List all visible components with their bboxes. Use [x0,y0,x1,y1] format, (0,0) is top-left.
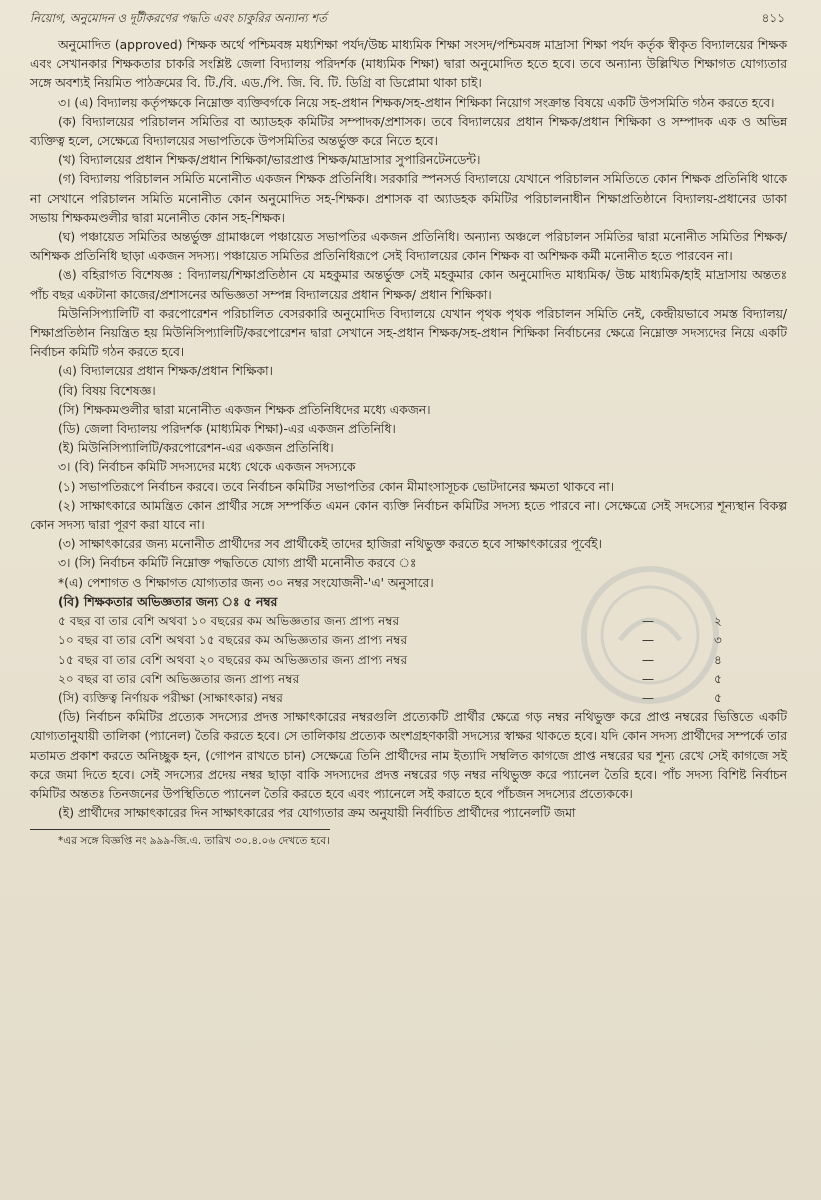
row-points: ৫ [714,671,722,686]
running-header [30,10,787,30]
row-points: ২ [714,614,722,629]
row-label: ২০ বছর বা তার বেশি অভিজ্ঞতার জন্য প্রাপ্য নম্বর [58,671,300,686]
paragraph-item-umo: (ঙ) বহিরাগত বিশেষজ্ঞ : বিদ্যালয়/শিক্ষাপ্রতিষ্ঠান যে মহকুমার অন্তর্ভুক্ত সেই মহকুমার কোন অনুমোদিত মাধ্যমিক/ উচ্চ মাধ্যমিক/হাই মাদ্রাসায় অন্ততঃ পাঁচ বছর একটানা কাজের/প্রশাসনের অভিজ্ঞতা সম্পন্ন বিদ্যালয়ের প্রধান শিক্ষক/ প্রধান শিক্ষিকা। [30,268,787,302]
clause-3c-b-heading: (বি) শিক্ষকতার অভিজ্ঞতার জন্য ঃ ৫ নম্বর [58,594,278,609]
list-item: (এ) বিদ্যালয়ের প্রধান শিক্ষক/প্রধান শিক্ষিকা। [58,364,273,379]
row-label: ১৫ বছর বা তার বেশি অথবা ২০ বছরের কম অভিজ্ঞতার জন্য প্রাপ্য নম্বর [58,652,408,667]
paragraph-item-ka: (ক) বিদ্যালয়ের পরিচালন সমিতির বা অ্যাডহক কমিটির সম্পাদক/প্রশাসক। তবে বিদ্যালয়ের প্রধান শিক্ষক/প্রধান শিক্ষিকা ও সম্পাদক এক ও অভিন্ন ব্যক্তিত্ব হলে, সেক্ষেত্রে বিদ্যালয়ের সভাপতিকে উপসমিতির অন্তর্ভুক্ত করে নিতে হবে। [30,114,787,149]
row-label: ৫ বছর বা তার বেশি অথবা ১০ বছরের কম অভিজ্ঞতার জন্য প্রাপ্য নম্বর [58,614,400,629]
row-label: (সি) ব্যক্তিত্ব নির্ণায়ক পরীক্ষা (সাক্ষাৎকার) নম্বর [58,690,283,705]
row-dash: — [641,652,655,667]
clause-3c-a: *(এ) পেশাগত ও শিক্ষাগত যোগ্যতার জন্য ৩০ নম্বর সংযোজনী-'এ' অনুসারে। [58,575,434,590]
list-item: (বি) বিষয় বিশেষজ্ঞ। [58,383,156,398]
row-points: ৫ [714,690,722,705]
table-row [58,670,748,689]
table-row [58,689,748,708]
row-dash: — [641,614,655,629]
page-number: ৪১১ [761,11,785,25]
table-row [58,612,748,631]
row-dash: — [641,633,655,648]
paragraph-item-gha: (ঘ) পঞ্চায়েত সমিতির অন্তর্ভুক্ত গ্রামাঞ্চলে পঞ্চায়েত সভাপতির একজন প্রতিনিধি। অন্যান্য অঞ্চলে পরিচালন সমিতির দ্বারা মনোনীত সমিতির শিক্ষক/অশিক্ষক প্রতিনিধি ছাড়া একজন সদস্য। পঞ্চায়েত সমিতির প্রতিনিধিরূপে সেই বিদ্যালয়ের কোন শিক্ষক বা অশিক্ষক কর্মী মনোনীত হতে পারবেন না। [30,230,787,264]
list-item: (ডি) জেলা বিদ্যালয় পরিদর্শক (মাধ্যমিক শিক্ষা)-এর একজন প্রতিনিধি। [58,422,396,437]
clause-3b-heading: ৩। (বি) নির্বাচন কমিটি সদস্যদের মধ্যে থেকে একজন সদস্যকে [58,460,356,475]
list-item: (সি) শিক্ষকমণ্ডলীর দ্বারা মনোনীত একজন শিক্ষক প্রতিনিধিদের মধ্যে একজন। [58,402,431,417]
paragraph-clause-e: (ই) প্রার্থীদের সাক্ষাৎকারের দিন সাক্ষাৎকারের পর যোগ্যতার ক্রম অনুযায়ী নির্বাচিত প্রার্থীদের প্যানেলটি জমা [58,806,576,821]
row-points: ৪ [714,652,722,667]
table-row [58,631,748,650]
paragraph-sub-2: (২) সাক্ষাৎকারে আমন্ত্রিত কোন প্রার্থীর সঙ্গে সম্পর্কিত এমন কোন ব্যক্তি নির্বাচন কমিটির সদস্য হতে পারবে না। সেক্ষেত্রে সেই সদস্যের শূন্যস্থান বিকল্প কোন সদস্য দ্বারা পূরণ করা যাবে না। [30,498,787,533]
row-points: ৩ [714,633,722,648]
row-dash: — [641,671,655,686]
paragraph-approved-teacher: অনুমোদিত (approved) শিক্ষক অর্থে পশ্চিমবঙ্গ মধ্যশিক্ষা পর্যদ/উচ্চ মাধ্যমিক শিক্ষা সংসদ/পশ্চিমবঙ্গ মাদ্রাসা শিক্ষা পর্যদ কর্তৃক স্বীকৃত বিদ্যালয়ের শিক্ষক এবং সেখানকার শিক্ষকতার চাকরি সংশ্লিষ্ট জেলা বিদ্যালয় পরিদর্শক (মাধ্যমিক শিক্ষা) দ্বারা অনুমোদিত হতে হবে। তবে অন্যান্য উল্লিখিত শিক্ষাগত যোগ্যতার সঙ্গে অবশ্যই নিয়মিত পাঠক্রমের বি. টি./বি. এড./পি. জি. বি. টি. ডিগ্রি বা ডিপ্লোমা থাকা চাই। [30,38,787,91]
document-body [30,36,787,823]
clause-3c-heading: ৩। (সি) নির্বাচন কমিটি নিম্নোক্ত পদ্ধতিতে যোগ্য প্রার্থী মনোনীত করবে ঃ [58,556,417,571]
row-label: ১০ বছর বা তার বেশি অথবা ১৫ বছরের কম অভিজ্ঞতার জন্য প্রাপ্য নম্বর [58,633,408,648]
list-item: (ই) মিউনিসিপ্যালিটি/করপোরেশন-এর একজন প্রতিনিধি। [58,441,334,456]
paragraph-municipality: মিউনিসিপ্যালিটি বা করপোরেশন পরিচালিত বেসরকারি অনুমোদিত বিদ্যালয়ে যেখান পৃথক পৃথক পরিচালন সমিতি নেই, কেন্দ্রীয়ভাবে সমস্ত বিদ্যালয়/শিক্ষাপ্রতিষ্ঠান নিয়ন্ত্রিত হয় মিউনিসিপ্যালিটি/করপোরেশন দ্বারা সেখানে সহ-প্রধান শিক্ষক/সহ-প্রধান শিক্ষিকা নির্বাচনের ক্ষেত্রে নিম্নোক্ত সদস্যদের নিয়ে একটি নির্বাচন কমিটি গঠন করতে হবে। [30,306,787,360]
paragraph-sub-3: (৩) সাক্ষাৎকারের জন্য মনোনীত প্রার্থীদের সব প্রার্থীকেই তাদের হাজিরা নথিভুক্ত করতে হবে সাক্ষাৎকারের পূর্বেই। [58,537,602,552]
paragraph-item-ga: (গ) বিদ্যালয় পরিচালন সমিতি মনোনীত একজন শিক্ষক প্রতিনিধি। সরকারি স্পনসর্ড বিদ্যালয়ে যেখানে পরিচালন সমিতিতে কোন শিক্ষক প্রতিনিধি থাকে না সেখানে পরিচালন সমিতি মনোনীত কোন অনুমোদিত সহ-শিক্ষক। প্রশাসক বা অ্যাডহক কমিটির পরিচালনাধীন শিক্ষাপ্রতিষ্ঠানে বিদ্যালয়-প্রধানের ডাকা সভায় শিক্ষকমণ্ডলীর দ্বারা মনোনীত কোন সহ-শিক্ষক। [30,172,787,225]
paragraph-item-kha: (খ) বিদ্যালয়ের প্রধান শিক্ষক/প্রধান শিক্ষিকা/ভারপ্রাপ্ত শিক্ষক/মাদ্রাসার সুপারিনটেনডেন্ট। [58,153,481,168]
running-title: নিয়োগ, অনুমোদন ও দূটীকরণের পদ্ধতি এবং চাকুরির অন্যান্য শর্ত [30,11,327,25]
row-dash: — [641,690,655,705]
paragraph-clause-d-panel: (ডি) নির্বাচন কমিটির প্রত্যেক সদস্যের প্রদত্ত সাক্ষাৎকারের নম্বরগুলি প্রত্যেকটি প্রার্থীর ক্ষেত্রে গড় নম্বর নথিভুক্ত করে প্রাপ্ত নম্বরের ভিত্তিতে একটি যোগ্যতানুযায়ী তালিকা (প্যানেল) তৈরি করতে হবে। সে তালিকায় প্রত্যেক অংশগ্রহণকারী সদস্যের স্বাক্ষর থাকতে হবে। যদি কোন সদস্য প্রার্থীদের সম্পর্কে তার মতামত প্রকাশ করতে অনিচ্ছুক হন, (গোপন রাখতে চান) সেক্ষেত্রে তিনি প্রার্থীদের নাম ইত্যাদি সম্বলিত কাগজে প্রাপ্ত নম্বরের ঘর শূন্য রেখে সেই কাগজে সই করে জমা দিতে হবে। সেই সদস্যের প্রদেয় নম্বর ছাড়া বাকি সদস্যদের প্রদত্ত নম্বরের গড় নম্বর নথিভুক্ত করে প্যানেল তৈরি হবে। পাঁচ সদস্য বিশিষ্ট নির্বাচন কমিটির অন্ততঃ তিনজনের উপস্থিতিতে প্যানেল তৈরি করতে হবে এবং প্যানেলে সই করাতে হবে পাঁচজন সদস্যের প্রত্যেককে। [30,710,787,801]
paragraph-clause-3a: ৩। (এ) বিদ্যালয় কর্তৃপক্ষকে নিম্নোক্ত ব্যক্তিবর্গকে নিয়ে সহ-প্রধান শিক্ষক/সহ-প্রধান শিক্ষিকা নিয়োগ সংক্রান্ত বিষয়ে একটি উপসমিতি গঠন করতে হবে। [58,95,775,110]
experience-score-table [58,612,748,708]
paragraph-sub-1: (১) সভাপতিরূপে নির্বাচন করবে। তবে নির্বাচন কমিটির সভাপতির কোন মীমাংসাসূচক ভোটদানের ক্ষমতা থাকবে না। [58,479,615,494]
footnote: *এর সঙ্গে বিজ্ঞপ্তি নং ৯৯৯-জি.এ. তারিখ ৩০.৪.০৬ দেখতে হবে। [58,835,330,848]
footnote-divider [30,829,330,830]
table-row [58,651,748,670]
